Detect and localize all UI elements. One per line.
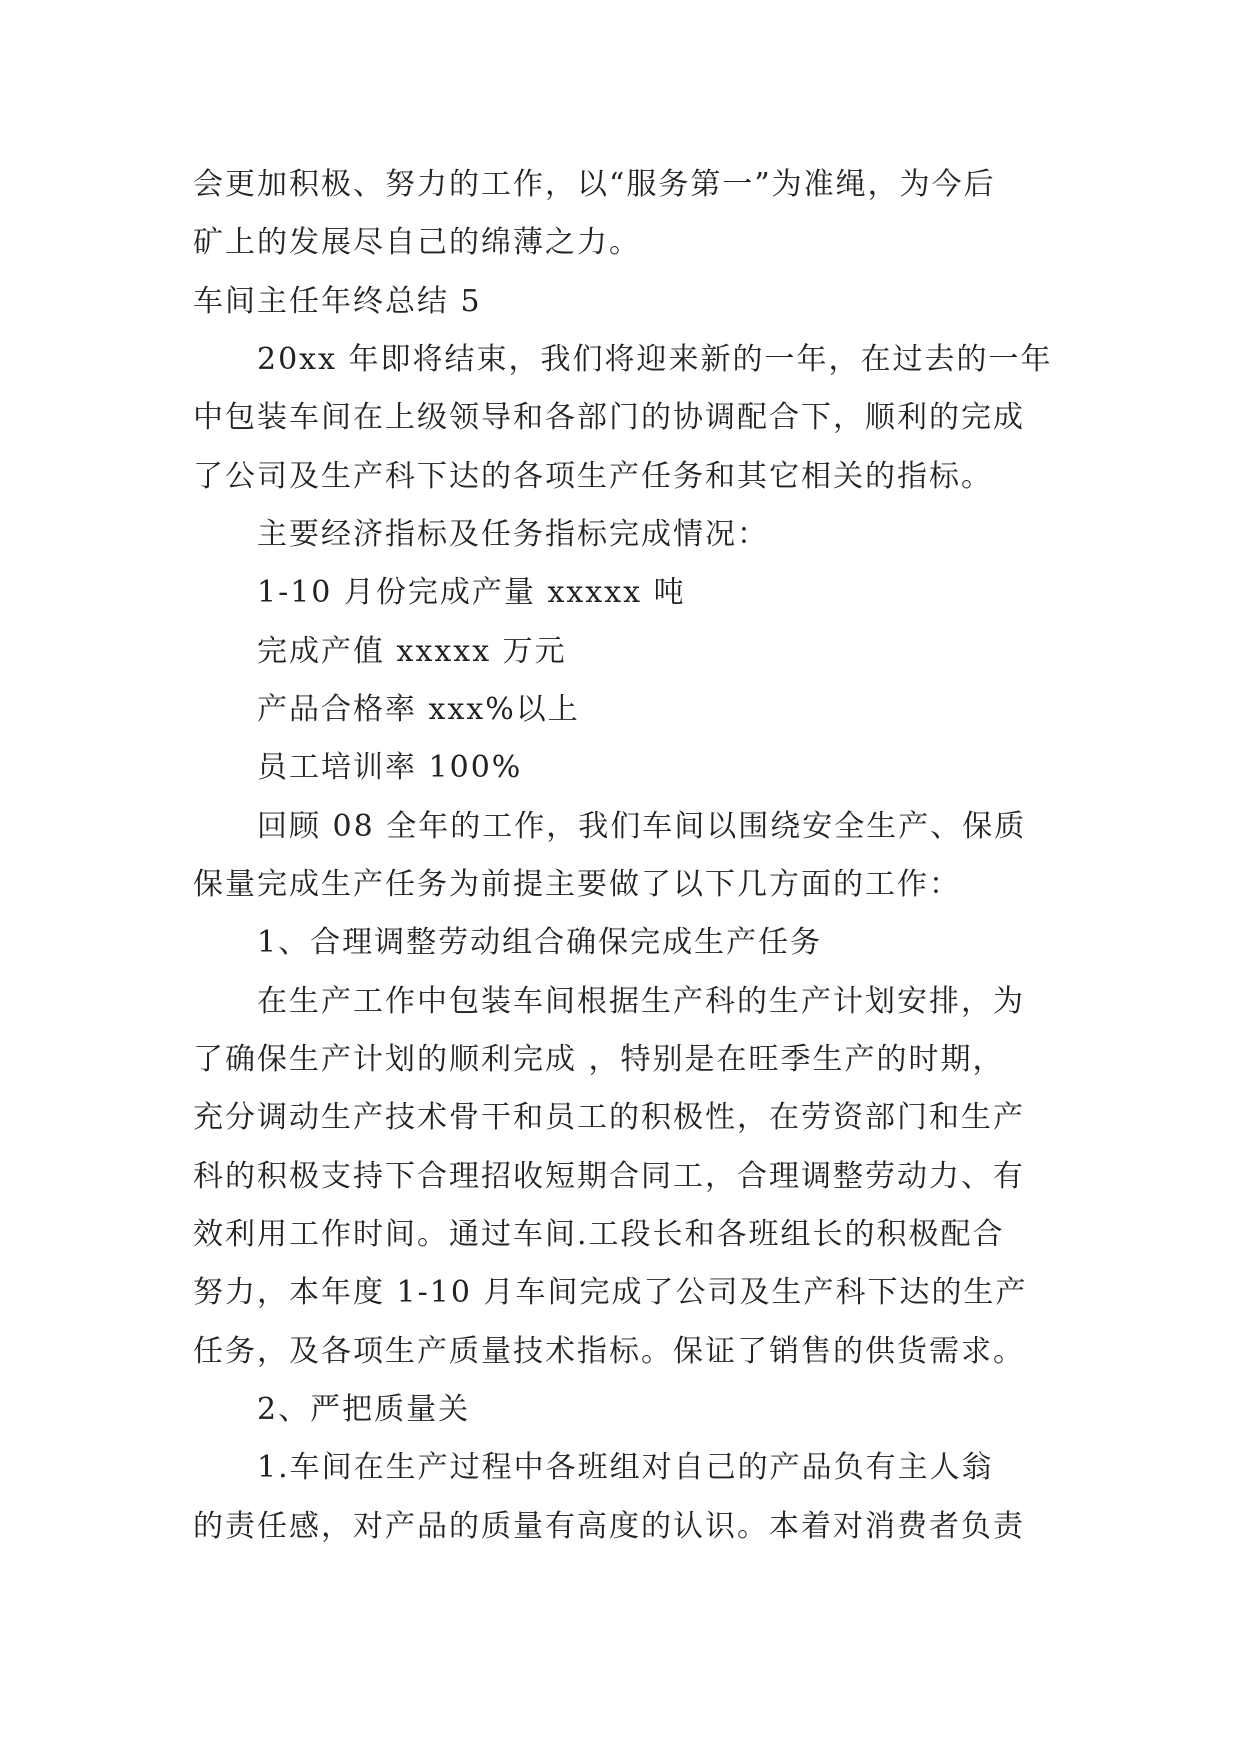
text-line: 会更加积极、努力的工作，以“服务第一”为准绳，为今后	[193, 167, 996, 202]
subheading: 1、合理调整劳动组合确保完成生产任务	[257, 925, 823, 960]
text-line: 了确保生产计划的顺利完成 ，特别是在旺季生产的时期，	[193, 1042, 1005, 1077]
text-line: 了公司及生产科下达的各项生产任务和其它相关的指标。	[193, 459, 993, 494]
section-heading: 车间主任年终总结 5	[193, 284, 482, 319]
text-line: 的责任感，对产品的质量有高度的认识。本着对消费者负责	[193, 1509, 1025, 1544]
text-line: 中包装车间在上级领导和各部门的协调配合下，顺利的完成	[193, 400, 1025, 435]
text-line: 努力，本年度 1-10 月车间完成了公司及生产科下达的生产	[193, 1275, 1028, 1310]
text-line: 产品合格率 xxx%以上	[257, 692, 580, 727]
text-line: 员工培训率 100%	[257, 750, 523, 785]
text-line: 科的积极支持下合理招收短期合同工，合理调整劳动力、有	[193, 1159, 1025, 1194]
text-line: 完成产值 xxxxx 万元	[257, 634, 567, 669]
text-line: 矿上的发展尽自己的绵薄之力。	[193, 225, 641, 260]
text-line: 任务，及各项生产质量技术指标。保证了销售的供货需求。	[193, 1334, 1025, 1369]
text-line: 充分调动生产技术骨干和员工的积极性，在劳资部门和生产	[193, 1100, 1025, 1135]
text-line: 效利用工作时间。通过车间.工段长和各班组长的积极配合	[193, 1217, 1005, 1252]
text-line: 20xx 年即将结束，我们将迎来新的一年，在过去的一年	[257, 342, 1053, 377]
text-line: 1.车间在生产过程中各班组对自己的产品负有主人翁	[257, 1450, 994, 1485]
text-line: 1-10 月份完成产量 xxxxx 吨	[257, 575, 686, 610]
subheading: 2、严把质量关	[257, 1392, 471, 1427]
text-line: 在生产工作中包装车间根据生产科的生产计划安排，为	[257, 984, 1025, 1019]
text-line: 保量完成生产任务为前提主要做了以下几方面的工作：	[193, 867, 961, 902]
text-line: 主要经济指标及任务指标完成情况：	[257, 517, 769, 552]
text-line: 回顾 08 全年的工作，我们车间以围绕安全生产、保质	[257, 809, 1027, 844]
